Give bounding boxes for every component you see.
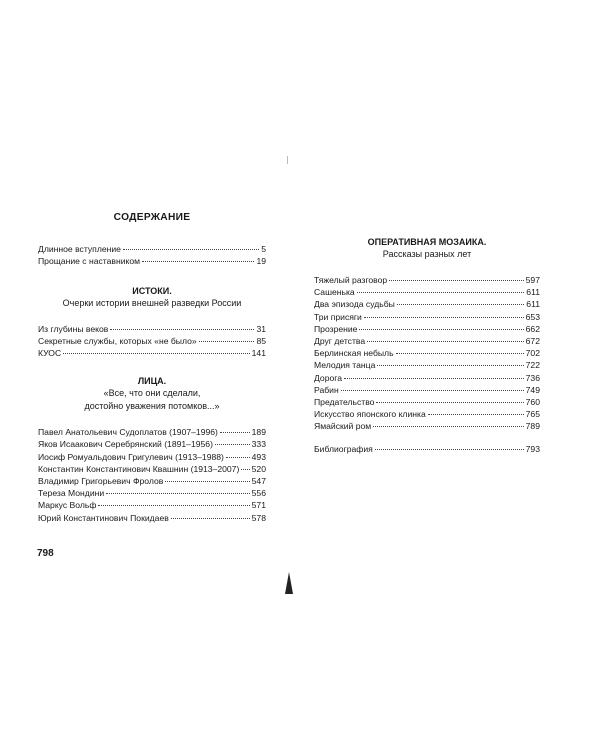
entry-page: 793 — [525, 443, 540, 454]
dot-leader — [220, 432, 250, 433]
dot-leader — [171, 518, 250, 519]
toc-entry[interactable] — [38, 438, 266, 450]
entry-title: Маркус Вольф — [38, 500, 97, 511]
entry-title: Два эпизода судьбы — [314, 299, 395, 310]
entry-title: Юрий Константинович Покидаев — [38, 512, 169, 523]
dot-leader — [63, 353, 249, 354]
entry-page: 597 — [525, 275, 540, 285]
entry-page: 765 — [525, 409, 540, 420]
entry-page: 722 — [525, 360, 540, 371]
dot-leader — [377, 365, 523, 366]
entry-title: Из глубины веков — [38, 323, 109, 334]
dot-leader — [428, 414, 524, 415]
toc-entry[interactable] — [38, 243, 266, 255]
entry-title: Рабин — [314, 384, 339, 395]
entry-page: 520 — [251, 463, 266, 474]
toc-entry[interactable] — [38, 463, 266, 475]
dot-leader — [165, 481, 249, 482]
dot-leader — [199, 341, 255, 342]
dot-leader — [241, 469, 249, 470]
entry-page: 493 — [251, 451, 266, 462]
entry-title: Прощание с наставником — [38, 256, 141, 267]
entry-page: 189 — [251, 427, 266, 438]
right-page — [314, 236, 540, 455]
entry-title: Прозрение — [314, 323, 358, 334]
entry-page: 653 — [525, 311, 540, 322]
entry-title: Владимир Григорьевич Фролов — [38, 476, 164, 487]
toc-heading: СОДЕРЖАНИЕ — [113, 212, 191, 223]
entry-page: 662 — [525, 323, 540, 334]
entry-page: 31 — [256, 323, 266, 334]
entry-title: Тереза Мондини — [38, 488, 105, 499]
entry-page: 85 — [256, 335, 266, 346]
dot-leader — [110, 329, 254, 330]
entry-title: Библиография — [314, 443, 373, 454]
entry-page: 736 — [525, 372, 540, 383]
dot-leader — [215, 444, 250, 445]
toc-entry[interactable] — [38, 499, 266, 511]
entry-title: Яков Исаакович Серебрянский (1891–1956) — [38, 439, 213, 450]
toc-entry[interactable] — [314, 323, 540, 335]
entry-page: 611 — [526, 299, 540, 310]
entry-title: Тяжелый разговор — [314, 275, 388, 285]
toc-entry[interactable] — [38, 323, 266, 335]
section-subtitle: Рассказы разных лет — [382, 249, 472, 259]
entry-page: 547 — [251, 476, 266, 487]
entry-page: 578 — [251, 512, 266, 523]
entry-page: 141 — [251, 348, 266, 359]
toc-entry[interactable] — [38, 426, 266, 438]
entry-page: 556 — [251, 488, 266, 499]
entry-page: 789 — [525, 421, 540, 432]
entry-title: Иосиф Ромуальдович Григулевич (1913–1988) — [38, 451, 224, 462]
dot-leader — [106, 493, 249, 494]
dot-leader — [359, 329, 523, 330]
entry-page: 611 — [526, 287, 540, 298]
section-subtitle: достойно уважения потомков...» — [84, 401, 220, 412]
dot-leader — [226, 457, 250, 458]
entry-page: 749 — [525, 384, 540, 395]
toc-entry-bibliography[interactable] — [314, 443, 540, 455]
section-title: ОПЕРАТИВНАЯ МОЗАИКА. — [367, 237, 487, 247]
dot-leader — [389, 280, 523, 281]
toc-entry[interactable] — [38, 335, 266, 347]
entry-title: Друг детства — [314, 336, 366, 347]
dot-leader — [123, 249, 259, 250]
toc-entry[interactable] — [38, 347, 266, 359]
dot-leader — [98, 505, 249, 506]
toc-entry[interactable] — [314, 396, 540, 408]
toc-entry[interactable] — [38, 451, 266, 463]
dot-leader — [341, 390, 524, 391]
dot-leader — [373, 426, 523, 427]
section-subtitle: Очерки истории внешней разведки России — [62, 297, 242, 308]
page-number: 798 — [37, 548, 54, 559]
toc-entry[interactable] — [38, 512, 266, 524]
entry-title: Павел Анатольевич Судоплатов (1907–1996) — [38, 427, 218, 438]
entry-title: Три присяги — [314, 311, 362, 322]
entry-page: 760 — [525, 397, 540, 408]
entry-page: 19 — [256, 256, 266, 267]
left-page — [38, 212, 266, 524]
bookmark-icon — [285, 572, 293, 594]
dot-leader — [376, 402, 523, 403]
toc-entry[interactable] — [314, 335, 540, 347]
toc-entry[interactable] — [314, 408, 540, 420]
entry-page: 571 — [251, 500, 266, 511]
section-title: ИСТОКИ. — [132, 285, 172, 296]
dot-leader — [357, 292, 525, 293]
toc-entry[interactable] — [38, 475, 266, 487]
entry-title: Сашенька — [314, 287, 355, 298]
dot-leader — [344, 378, 524, 379]
toc-entry[interactable] — [38, 487, 266, 499]
toc-entry[interactable] — [314, 274, 540, 286]
toc-entry[interactable] — [314, 298, 540, 310]
dot-leader — [396, 353, 524, 354]
page-spine-mark — [287, 156, 288, 164]
entry-page: 672 — [525, 336, 540, 347]
entry-title: Дорога — [314, 372, 342, 383]
toc-entry[interactable] — [38, 255, 266, 267]
toc-entry[interactable] — [314, 286, 540, 298]
entry-title: Предательство — [314, 397, 375, 408]
entry-title: Секретные службы, которых «не было» — [38, 335, 197, 346]
dot-leader — [375, 449, 524, 450]
entry-page: 702 — [525, 348, 540, 359]
entry-title: Мелодия танца — [314, 360, 376, 371]
toc-entry[interactable] — [314, 420, 540, 432]
toc-entry[interactable] — [314, 372, 540, 384]
section-title: ЛИЦА. — [137, 376, 167, 387]
entry-title: Константин Константинович Квашнин (1913–2007) — [38, 463, 240, 474]
dot-leader — [364, 317, 524, 318]
dot-leader — [142, 261, 254, 262]
dot-leader — [397, 304, 524, 305]
entry-title: Берлинская небыль — [314, 348, 394, 359]
toc-entry[interactable] — [314, 311, 540, 323]
entry-title: Ямайский ром — [314, 421, 372, 432]
entry-title: Искусство японского клинка — [314, 409, 426, 420]
entry-title: КУОС — [38, 348, 62, 359]
toc-entry[interactable] — [314, 384, 540, 396]
entry-page: 333 — [251, 439, 266, 450]
entry-page: 5 — [261, 244, 266, 255]
dot-leader — [367, 341, 524, 342]
toc-entry[interactable] — [314, 359, 540, 371]
entry-title: Длинное вступление — [38, 244, 121, 255]
toc-entry[interactable] — [314, 347, 540, 359]
section-subtitle: «Все, что они сделали, — [103, 388, 201, 399]
